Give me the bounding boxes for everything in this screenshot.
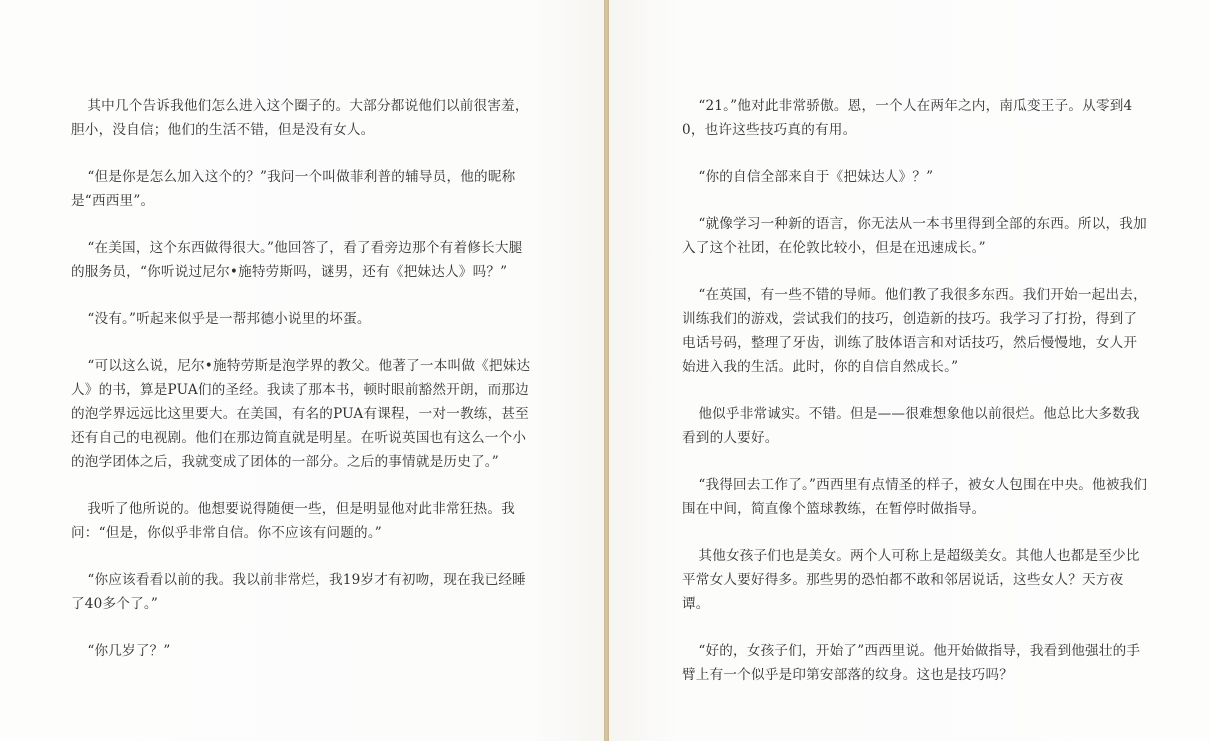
right-page — [609, 0, 1210, 741]
paragraph: “21。”他对此非常骄傲。恩，一个人在两年之内，南瓜变王子。从零到40，也许这些技巧真的有用。 — [682, 98, 1133, 138]
left-page — [0, 0, 604, 741]
paragraph: “你应该看看以前的我。我以前非常烂，我19岁才有初吻，现在我已经睡了40多个了。” — [71, 572, 526, 612]
paragraph: “没有。”听起来似乎是一帮邦德小说里的坏蛋。 — [87, 311, 371, 327]
paragraph: 他似乎非常诚实。不错。但是——很难想象他以前很烂。他总比大多数我看到的人要好。 — [682, 406, 1140, 446]
paragraph: “就像学习一种新的语言，你无法从一本书里得到全部的东西。所以，我加入了这个社团，在伦敦比较小，但是在迅速成长。” — [682, 216, 1147, 256]
paragraph: 我听了他所说的。他想要说得随便一些，但是明显他对此非常狂热。我问：“但是，你似乎非常自信。你不应该有问题的。” — [71, 501, 515, 541]
paragraph: “好的，女孩子们，开始了”西西里说。他开始做指导，我看到他强壮的手臂上有一个似乎是印第安部落的纹身。这也是技巧吗？ — [682, 643, 1141, 683]
paragraph: “在美国，这个东西做得很大。”他回答了，看了看旁边那个有着修长大腿的服务员，“你听说过尼尔•施特劳斯吗，谜男，还有《把妹达人》吗？” — [71, 240, 523, 280]
paragraph: 其中几个告诉我他们怎么进入这个圈子的。大部分都说他们以前很害羞，胆小，没自信；他们的生活不错，但是没有女人。 — [71, 98, 529, 138]
paragraph: “在英国，有一些不错的导师。他们教了我很多东西。我们开始一起出去，训练我们的游戏，尝试我们的技巧，创造新的技巧。我学习了打扮，得到了电话号码，整理了牙齿，训练了肢体语言和对话技巧，然后慢慢地，女人开始进入我的生活。此时，你的自信自然成长。” — [682, 287, 1147, 375]
paragraph: “你的自信全部来自于《把妹达人》？” — [698, 169, 934, 185]
paragraph: 其他女孩子们也是美女。两个人可称上是超级美女。其他人也都是至少比平常女人要好得多。那些男的恐怕都不敢和邻居说话，这些女人？天方夜谭。 — [682, 548, 1140, 612]
paragraph: “我得回去工作了。”西西里有点情圣的样子，被女人包围在中央。他被我们围在中间，简直像个篮球教练，在暂停时做指导。 — [682, 477, 1148, 517]
paragraph: “但是你是怎么加入这个的？”我问一个叫做菲利普的辅导员，他的昵称是“西西里”。 — [71, 169, 516, 209]
paragraph: “可以这么说，尼尔•施特劳斯是泡学界的教父。他著了一本叫做《把妹达人》的书，算是PUA们的圣经。我读了那本书，顿时眼前豁然开朗，而那边的泡学界远远比这里要大。在美国，有名的PUA有课程，一对一教练，甚至还有自己的电视剧。他们在那边简直就是明星。在听说英国也有这么一个小的泡学团体之后，我就变成了团体的一部分。之后的事情就是历史了。” — [71, 358, 531, 470]
paragraph: “你几岁了？” — [87, 643, 171, 659]
